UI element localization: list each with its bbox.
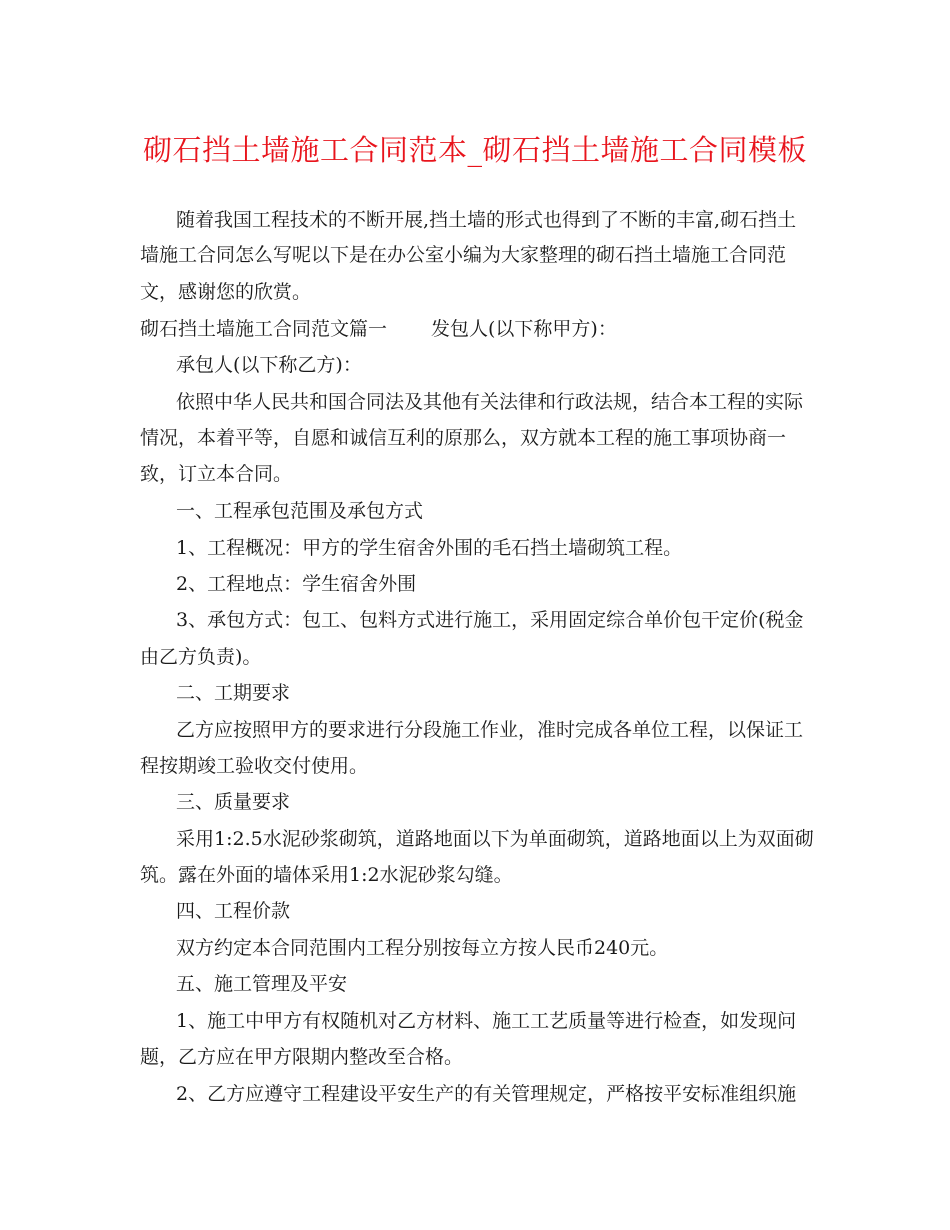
paragraph-line: 情况，本着平等，自愿和诚信互利的原那么，双方就本工程的施工事项协商一 bbox=[140, 427, 787, 449]
paragraph-line: 2、乙方应遵守工程建设平安生产的有关管理规定，严格按平安标准组织施 bbox=[176, 1083, 797, 1105]
paragraph-line: 双方约定本合同范围内工程分别按每立方按人民币240元。 bbox=[176, 937, 669, 959]
paragraph-line: 随着我国工程技术的不断开展,挡土墙的形式也得到了不断的丰富,砌石挡土 bbox=[176, 209, 797, 231]
document-title: 砌石挡土墙施工合同范本_砌石挡土墙施工合同模板 bbox=[142, 133, 807, 167]
section-heading: 二、工期要求 bbox=[176, 682, 291, 704]
section-heading: 三、质量要求 bbox=[176, 791, 291, 813]
paragraph-line: 2、工程地点：学生宿舍外围 bbox=[176, 573, 417, 595]
paragraph-line: 由乙方负责)。 bbox=[140, 646, 262, 668]
paragraph-line: 墙施工合同怎么写呢以下是在办公室小编为大家整理的砌石挡土墙施工合同范 bbox=[140, 244, 787, 266]
party-b-label: 承包人(以下称乙方)： bbox=[176, 354, 362, 376]
section-heading: 五、施工管理及平安 bbox=[176, 973, 348, 995]
paragraph-line: 筑。露在外面的墙体采用1:2水泥砂浆勾缝。 bbox=[140, 864, 513, 886]
paragraph-line: 1、工程概况：甲方的学生宿舍外围的毛石挡土墙砌筑工程。 bbox=[176, 537, 683, 559]
paragraph-line: 程按期竣工验收交付使用。 bbox=[140, 755, 369, 777]
paragraph-line: 题，乙方应在甲方限期内整改至合格。 bbox=[140, 1046, 464, 1068]
section-heading: 一、工程承包范围及承包方式 bbox=[176, 500, 424, 522]
section-heading: 砌石挡土墙施工合同范文篇一 bbox=[140, 318, 388, 340]
paragraph-line: 乙方应按照甲方的要求进行分段施工作业，准时完成各单位工程，以保证工 bbox=[176, 719, 804, 741]
paragraph-line: 采用1:2.5水泥砂浆砌筑，道路地面以下为单面砌筑，道路地面以上为双面砌 bbox=[176, 828, 814, 850]
paragraph-line: 3、承包方式：包工、包料方式进行施工，采用固定综合单价包干定价(税金 bbox=[176, 609, 804, 631]
paragraph-line: 1、施工中甲方有权随机对乙方材料、施工工艺质量等进行检查，如发现问 bbox=[176, 1010, 797, 1032]
section-heading: 四、工程价款 bbox=[176, 900, 291, 922]
section-heading-line bbox=[140, 316, 617, 342]
paragraph-line: 文，感谢您的欣赏。 bbox=[140, 281, 312, 303]
party-a-label: 发包人(以下称甲方)： bbox=[431, 318, 617, 340]
paragraph-line: 致，订立本合同。 bbox=[140, 463, 293, 485]
paragraph-line: 依照中华人民共和国合同法及其他有关法律和行政法规，结合本工程的实际 bbox=[176, 391, 804, 413]
